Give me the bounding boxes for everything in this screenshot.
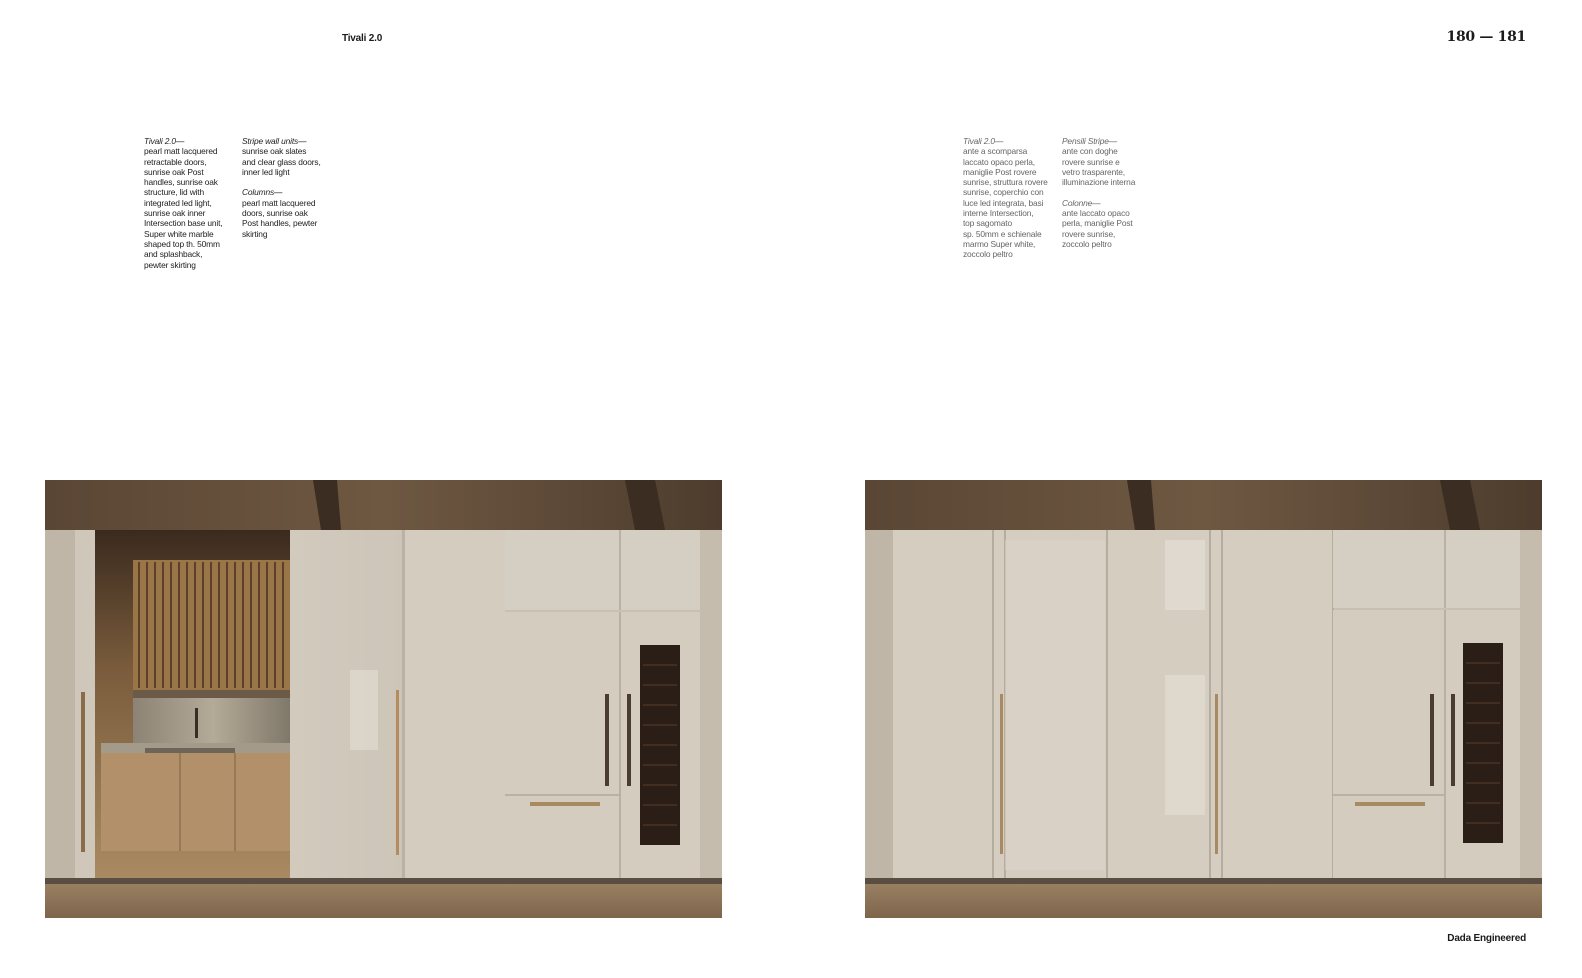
- page-numbers: 180 — 181: [1446, 29, 1526, 45]
- caption-en-wall-units-title: Stripe wall units—: [242, 136, 307, 146]
- caption-it-colonne-body: ante laccato opaco perla, maniglie Post rovere sunrise, zoccolo peltro: [1062, 208, 1133, 249]
- caption-it-column-1: [963, 136, 1055, 270]
- caption-en-wall-units: [242, 136, 332, 177]
- caption-en-column-2: [242, 136, 332, 249]
- caption-en-columns-body: pearl matt lacquered doors, sunrise oak Post handles, pewter skirting: [242, 197, 318, 239]
- caption-it-tivali-body: ante a scomparsa laccato opaco perla, maniglie Post rovere sunrise, struttura rovere sunrise, coperchio con luce led integrata, basi interne Intersection, top sagomato sp. 50mm e schienale marmo Super white, zoccolo peltro: [963, 146, 1048, 260]
- caption-it-colonne: [1062, 198, 1152, 249]
- caption-en-column-1: [144, 136, 236, 280]
- caption-it-tivali: [963, 136, 1055, 260]
- caption-it-pensili-body: ante con doghe rovere sunrise e vetro trasparente, illuminazione interna: [1062, 146, 1136, 188]
- caption-en-tivali-body: pearl matt lacquered retractable doors, sunrise oak Post handles, sunrise oak structure, lid with integrated led light, sunrise oak inner Intersection base unit, Super white marble shaped top th. 50mm and splashback, pewter skirting: [144, 146, 223, 270]
- caption-en-tivali: [144, 136, 236, 270]
- caption-en-wall-units-body: sunrise oak slates and clear glass doors, inner led light: [242, 146, 321, 177]
- caption-en-columns-title: Columns—: [242, 187, 283, 198]
- running-title: Tivali 2.0: [342, 33, 383, 44]
- caption-it-colonne-title: Colonne—: [1062, 197, 1101, 208]
- caption-en-columns: [242, 187, 332, 238]
- kitchen-photo-open: [45, 480, 722, 918]
- caption-it-tivali-title: Tivali 2.0—: [963, 136, 1004, 146]
- kitchen-photo-closed: [865, 480, 1542, 918]
- caption-en-tivali-title: Tivali 2.0—: [144, 136, 185, 146]
- caption-it-column-2: [1062, 136, 1152, 260]
- brand-footer: Dada Engineered: [1447, 933, 1526, 944]
- caption-it-pensili-title: Pensili Stripe—: [1062, 136, 1118, 146]
- caption-it-pensili: [1062, 136, 1152, 187]
